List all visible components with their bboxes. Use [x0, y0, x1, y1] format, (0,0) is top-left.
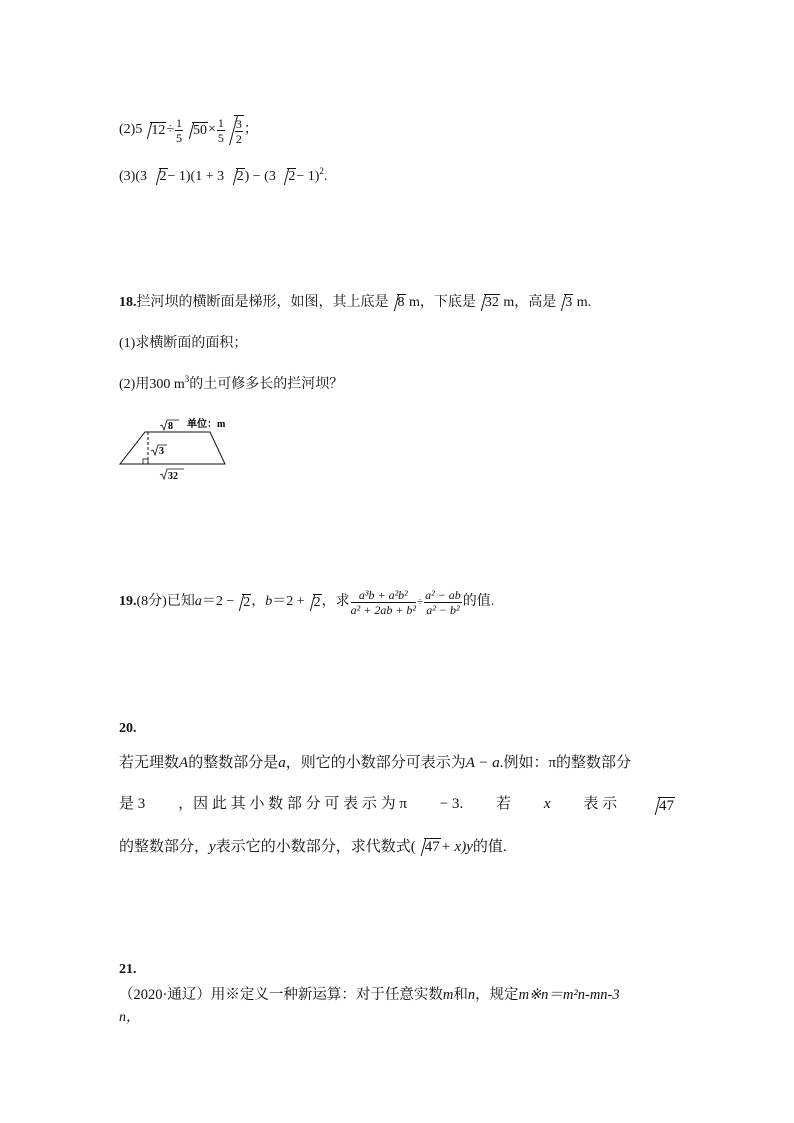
unit-label: 单位：m	[187, 419, 226, 430]
semicolon: ；	[243, 122, 258, 137]
question-number: 19.	[119, 594, 137, 609]
label-sqrt3	[151, 445, 167, 457]
q19-stem: 19. (8分)已知 a ＝2 − 2 ， b ＝2 + 2 ，求 $\frac{\text{a³b + a²b²}}{\text{a² + 2ab + b²}}$ ÷ $\frac{\text{a² − ab}}{\text{a² − b²}}$ 的值.	[119, 587, 495, 617]
svg-text:3: 3	[159, 446, 164, 457]
question-number: 20.	[119, 721, 137, 736]
q18-stem: 18.拦河坝的横断面是梯形，如图，其上底是 8 m，下底是 32 m，高是 3 m.	[119, 295, 592, 310]
times-sign: ×	[208, 122, 216, 137]
sqrt-3: 3	[557, 294, 573, 311]
sqrt-47: 47	[417, 838, 441, 856]
question-number: 18.	[119, 295, 137, 310]
sqrt-2: 2	[152, 168, 168, 185]
sqrt-2: 2	[235, 594, 251, 611]
sqrt-50: 50	[185, 122, 208, 139]
q21-line1: （2020·通辽）用※定义一种新运算：对于任意实数m和n，规定m※n＝m²n-mn-3	[119, 987, 620, 1003]
q17-p2-label: (2)	[119, 122, 136, 137]
label-sqrt8	[160, 420, 179, 432]
sqrt-12: 12	[143, 122, 166, 139]
divide-sign: ÷	[166, 122, 175, 137]
q17-part3: (3)(3 2− 1)(1 + 3 2) − (3 2− 1)$^2$.	[119, 166, 328, 184]
label-sqrt32	[160, 469, 184, 482]
q17-part2	[119, 110, 258, 150]
q18-part2: (2)用300 $m^3$的土可修多长的拦河坝？	[119, 374, 344, 392]
sqrt-32: 32	[477, 294, 500, 311]
fraction-2: $\frac{\text{a² − ab}}{\text{a² − b²}}$	[425, 587, 461, 617]
sqrt-2: 2	[306, 594, 322, 611]
question-number: 21.	[119, 962, 137, 977]
q18-part1: (1)求横断面的面积；	[119, 336, 248, 351]
fraction-one-fifth: $\frac{1}{5}$	[176, 115, 183, 145]
q21-line2: n，	[119, 1010, 140, 1025]
fraction-one-fifth-2: $\frac{1}{5}$	[217, 115, 224, 145]
svg-text:32: 32	[168, 471, 178, 482]
q20-line1: 若无理数A的整数部分是a，则它的小数部分可表示为A − a.例如：π的整数部分	[119, 755, 632, 771]
sqrt-2: 2	[229, 168, 245, 185]
q17-p2-coef: 5	[135, 122, 143, 137]
sqrt-three-halves: $\frac{3}{2}$	[227, 115, 244, 145]
q20-line2: 是 3 ，因 此 其 小 数 部 分 可 表 示 为 π − 3. 若 x 表 示 47	[119, 796, 674, 814]
q20-line3: 的整数部分，y表示它的小数部分，求代数式( 47+ x)y的值.	[119, 839, 507, 855]
trapezoid-figure	[115, 414, 245, 484]
sqrt-47: 47	[651, 797, 675, 815]
fraction-1: $\frac{\text{a³b + a²b²}}{\text{a² + 2ab + b²}}$	[350, 587, 417, 617]
svg-text:8: 8	[168, 421, 173, 432]
sqrt-2: 2	[280, 168, 296, 185]
sqrt-8: 8	[390, 294, 406, 311]
